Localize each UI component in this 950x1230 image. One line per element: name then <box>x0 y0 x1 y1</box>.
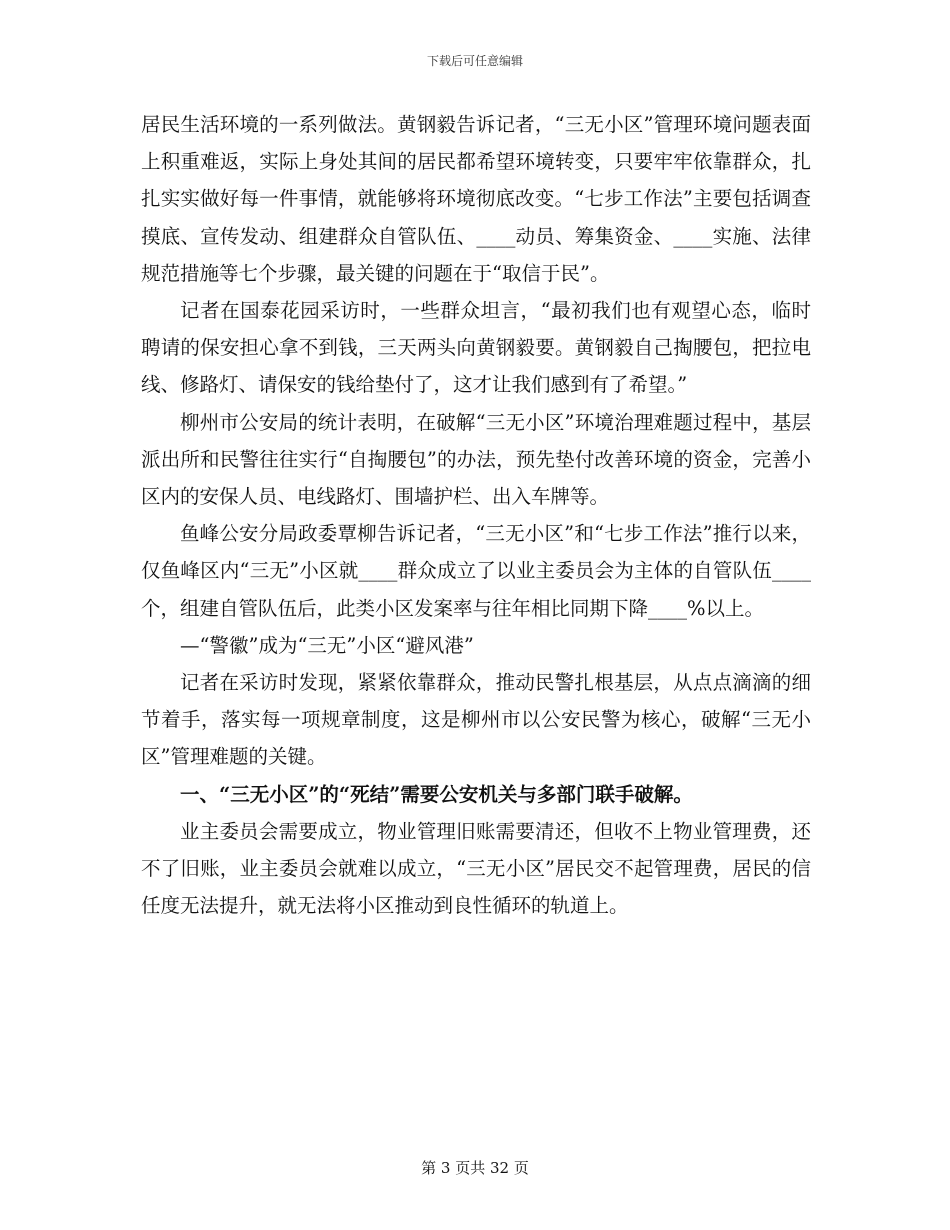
document-body <box>141 106 811 924</box>
paragraph-key-finding: 记者在采访时发现，紧紧依靠群众，推动民警扎根基层，从点点滴滴的细节着手，落实每一项规章制度，这是柳州市以公安民警为核心，破解“三无小区”管理难题的关键。 <box>141 671 811 769</box>
paragraph-yufeng: 鱼峰公安分局政委覃柳告诉记者，“三无小区”和“七步工作法”推行以来，仅鱼峰区内“三无”小区就____群众成立了以业主委员会为主体的自管队伍____个，组建自管队伍后，此类小区发案率与往年相比同期下降____%以上。 <box>141 522 811 620</box>
paragraph-continuation: 居民生活环境的一系列做法。黄钢毅告诉记者，“三无小区”管理环境问题表面上积重难返，实际上身处其间的居民都希望环境转变，只要牢牢依靠群众，扎扎实实做好每一件事情，就能够将环境彻底改变。“七步工作法”主要包括调查摸底、宣传发动、组建群众自管队伍、____动员、筹集资金、____实施、法律规范措施等七个步骤，最关键的问题在于“取信于民”。 <box>141 113 811 285</box>
page-header: 下载后可任意编辑 <box>426 54 523 68</box>
section-heading-one: 一、“三无小区”的“死结”需要公安机关与多部门联手破解。 <box>180 782 693 806</box>
paragraph-interview-guotai: 记者在国泰花园采访时，一些群众坦言，“最初我们也有观望心态，临时聘请的保安担心拿不到钱，三天两头向黄钢毅要。黄钢毅自己掏腰包，把拉电线、修路灯、请保安的钱给垫付了，这才让我们感到有了希望。” <box>141 299 811 397</box>
paragraph-statistics: 柳州市公安局的统计表明，在破解“三无小区”环境治理难题过程中，基层派出所和民警往往实行“自掏腰包”的办法，预先垫付改善环境的资金，完善小区内的安保人员、电线路灯、围墙护栏、出入车牌等。 <box>141 410 811 509</box>
section-subtitle: —“警徽”成为“三无”小区“避风港” <box>180 633 474 657</box>
paragraph-owners-committee: 业主委员会需要成立，物业管理旧账需要清还，但收不上物业管理费，还不了旧账，业主委员会就难以成立，“三无小区”居民交不起管理费，居民的信任度无法提升，就无法将小区推动到良性循环的轨道上。 <box>141 819 811 918</box>
page-number: 第 3 页共 32 页 <box>421 1159 529 1177</box>
